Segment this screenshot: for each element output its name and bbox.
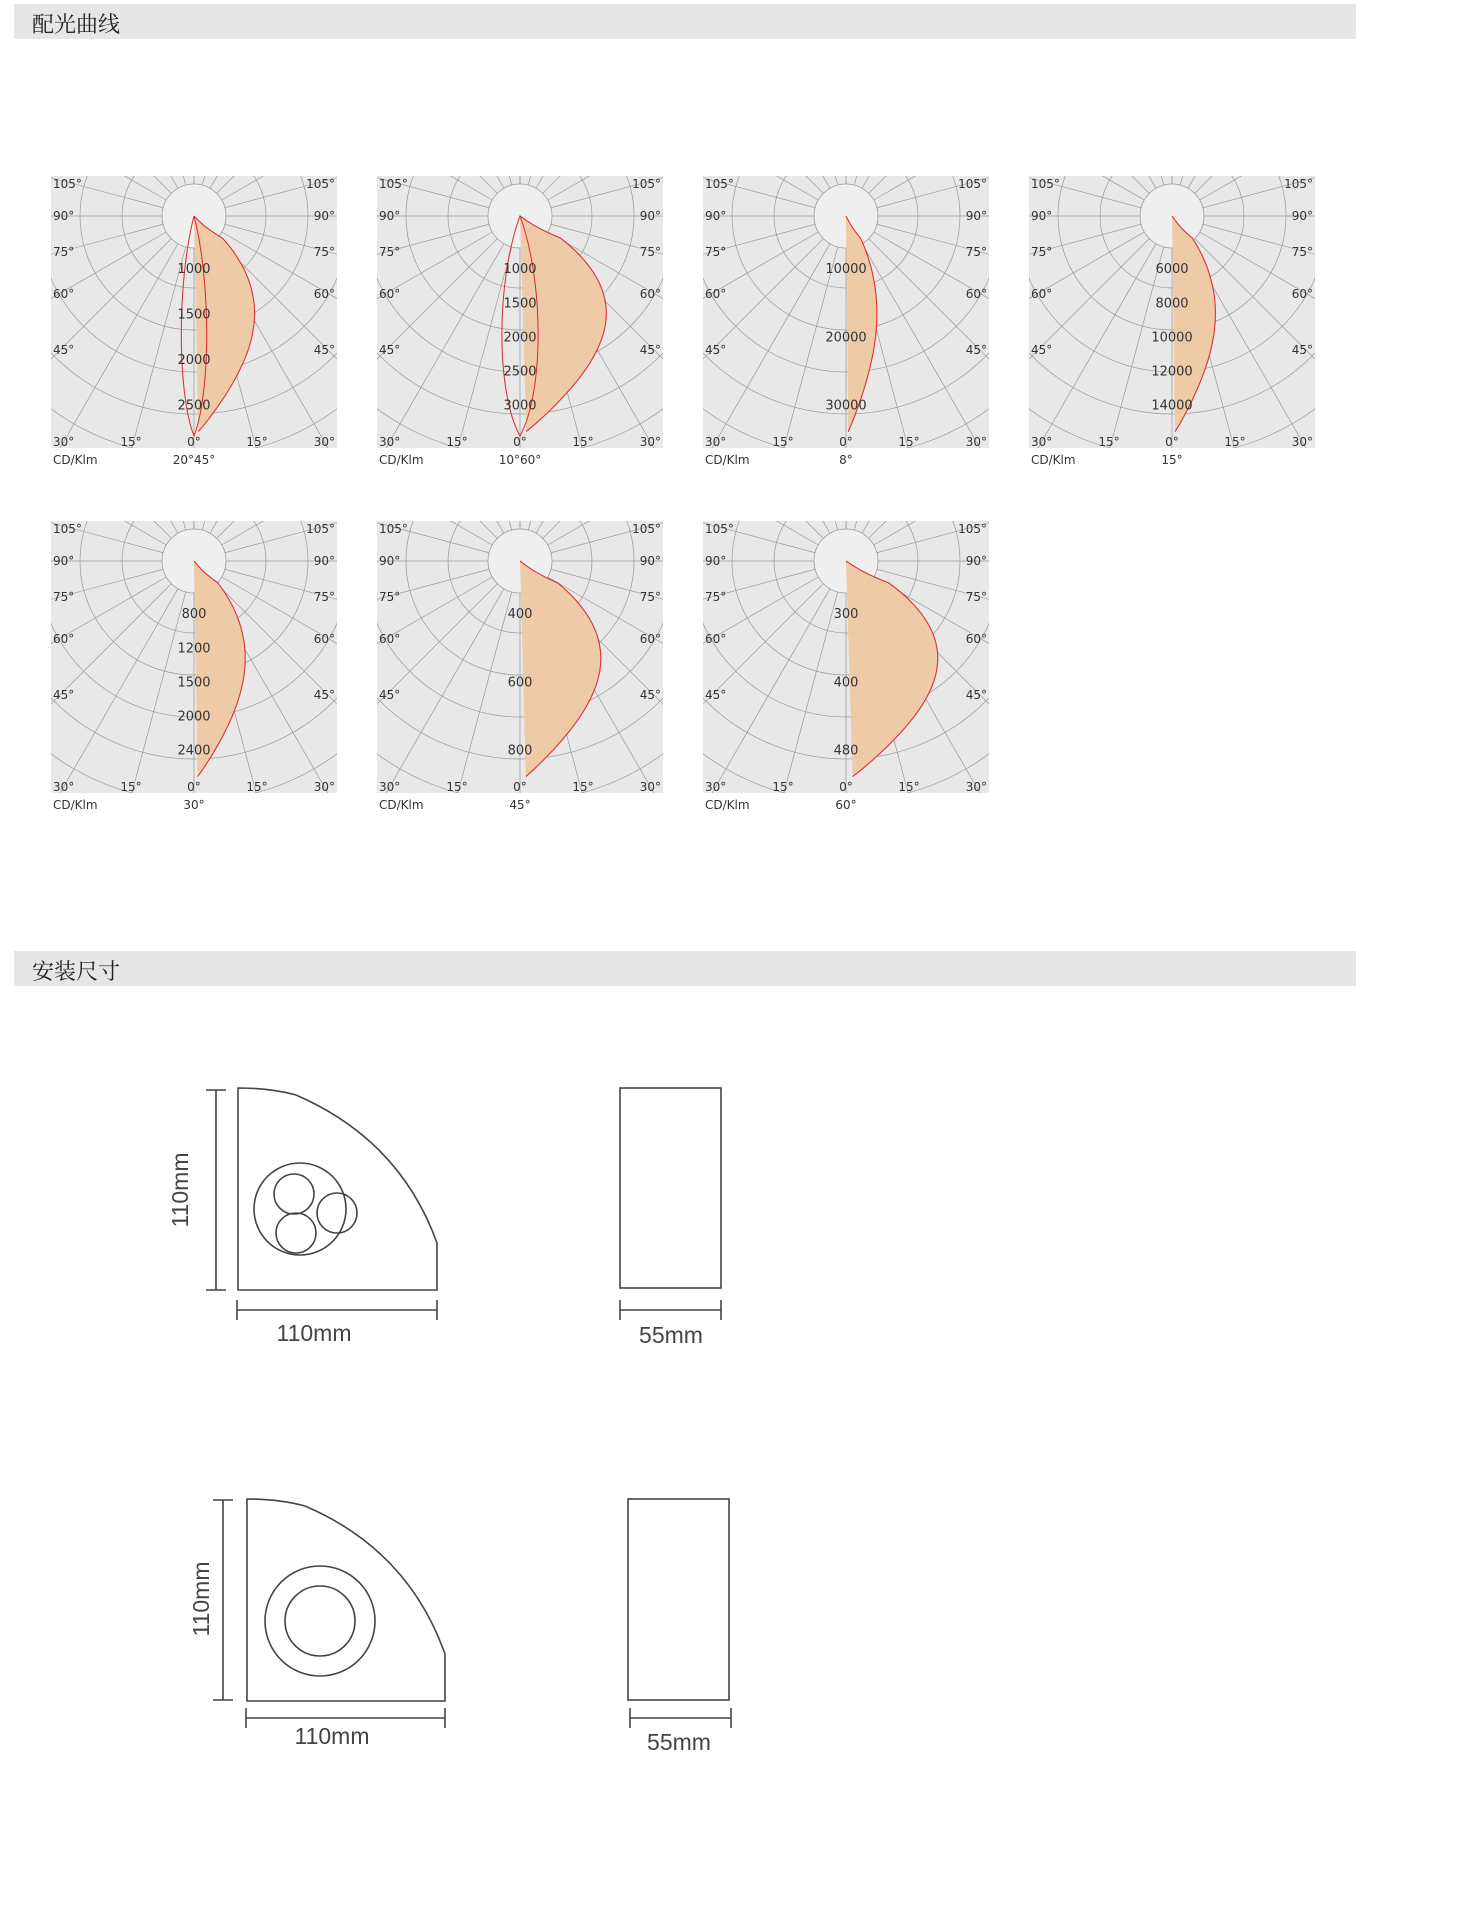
angle-label-bottom: 15° bbox=[446, 780, 468, 794]
angle-label-right: 45° bbox=[965, 688, 987, 702]
polar-chart-svg bbox=[51, 176, 337, 468]
polar-chart-svg bbox=[1029, 176, 1315, 468]
beam-angle-label: 30° bbox=[183, 798, 205, 812]
unit-label: CD/Klm bbox=[705, 798, 750, 812]
angle-label-left: 60° bbox=[379, 287, 401, 301]
intensity-label: 2000 bbox=[503, 330, 537, 346]
angle-label-bottom: 0° bbox=[839, 780, 853, 794]
angle-label-right: 90° bbox=[639, 209, 661, 223]
angle-label-left: 60° bbox=[53, 287, 75, 301]
unit-label: CD/Klm bbox=[379, 453, 424, 467]
section-title: 安装尺寸 bbox=[32, 960, 121, 985]
angle-label-left: 105° bbox=[379, 177, 408, 191]
angle-label-bottom: 15° bbox=[572, 435, 594, 449]
angle-label-right: 75° bbox=[313, 590, 335, 604]
angle-label-left: 60° bbox=[53, 632, 75, 646]
angle-label-left: 45° bbox=[53, 688, 75, 702]
angle-label-left: 75° bbox=[1031, 245, 1053, 259]
angle-label-bottom: 30° bbox=[705, 435, 727, 449]
intensity-label: 2000 bbox=[177, 709, 211, 725]
angle-label-bottom: 30° bbox=[53, 780, 75, 794]
angle-label-bottom: 30° bbox=[53, 435, 75, 449]
height-label: 110mm bbox=[188, 1561, 214, 1637]
intensity-label: 400 bbox=[507, 607, 533, 623]
angle-label-bottom: 15° bbox=[772, 435, 794, 449]
beam-angle-label: 60° bbox=[835, 798, 857, 812]
unit-label: CD/Klm bbox=[705, 453, 750, 467]
led-circle bbox=[285, 1586, 355, 1656]
angle-label-left: 90° bbox=[705, 554, 727, 568]
angle-label-right: 105° bbox=[632, 522, 661, 536]
width-label: 110mm bbox=[294, 1723, 370, 1749]
angle-label-right: 60° bbox=[639, 632, 661, 646]
angle-label-right: 75° bbox=[313, 245, 335, 259]
angle-label-bottom: 15° bbox=[246, 435, 268, 449]
angle-label-right: 90° bbox=[639, 554, 661, 568]
intensity-label: 2000 bbox=[177, 353, 211, 369]
intensity-label: 2500 bbox=[503, 364, 537, 380]
angle-label-right: 90° bbox=[965, 554, 987, 568]
angle-label-right: 105° bbox=[1284, 177, 1313, 191]
angle-label-left: 90° bbox=[379, 554, 401, 568]
unit-label: CD/Klm bbox=[379, 798, 424, 812]
polar-chart-5 bbox=[51, 521, 337, 813]
angle-label-bottom: 0° bbox=[513, 435, 527, 449]
angle-label-left: 75° bbox=[53, 590, 75, 604]
angle-label-bottom: 30° bbox=[1291, 435, 1313, 449]
beam-angle-label: 8° bbox=[839, 453, 853, 467]
polar-chart-svg bbox=[377, 521, 663, 813]
angle-label-left: 90° bbox=[53, 554, 75, 568]
angle-label-left: 45° bbox=[379, 688, 401, 702]
angle-label-bottom: 30° bbox=[965, 780, 987, 794]
angle-label-bottom: 30° bbox=[313, 435, 335, 449]
intensity-label: 1000 bbox=[503, 262, 537, 278]
led-circle bbox=[276, 1213, 316, 1253]
angle-label-left: 45° bbox=[53, 343, 75, 357]
intensity-label: 800 bbox=[181, 607, 207, 623]
angle-label-bottom: 15° bbox=[446, 435, 468, 449]
intensity-label: 10000 bbox=[825, 262, 867, 278]
angle-label-left: 75° bbox=[379, 245, 401, 259]
angle-label-left: 105° bbox=[1031, 177, 1060, 191]
angle-label-right: 105° bbox=[958, 177, 987, 191]
depth-label: 55mm bbox=[647, 1729, 711, 1755]
angle-label-bottom: 30° bbox=[965, 435, 987, 449]
angle-label-left: 105° bbox=[705, 177, 734, 191]
angle-label-right: 45° bbox=[639, 688, 661, 702]
polar-chart-7 bbox=[703, 521, 989, 813]
intensity-label: 400 bbox=[833, 675, 859, 691]
polar-chart-svg bbox=[703, 176, 989, 468]
intensity-label: 8000 bbox=[1155, 296, 1189, 312]
beam-angle-label: 15° bbox=[1161, 453, 1183, 467]
angle-label-left: 45° bbox=[705, 688, 727, 702]
angle-label-bottom: 15° bbox=[1098, 435, 1120, 449]
intensity-label: 12000 bbox=[1151, 364, 1193, 380]
section-header-install-dimensions bbox=[14, 951, 1356, 986]
angle-label-bottom: 15° bbox=[246, 780, 268, 794]
angle-label-left: 105° bbox=[53, 522, 82, 536]
led-circle bbox=[317, 1193, 357, 1233]
angle-label-bottom: 0° bbox=[839, 435, 853, 449]
angle-label-left: 90° bbox=[705, 209, 727, 223]
fixture-front-outline-1 bbox=[238, 1088, 437, 1290]
intensity-label: 300 bbox=[833, 607, 859, 623]
polar-chart-2 bbox=[377, 176, 663, 468]
angle-label-right: 75° bbox=[965, 245, 987, 259]
unit-label: CD/Klm bbox=[53, 798, 98, 812]
intensity-label: 480 bbox=[833, 743, 859, 759]
angle-label-right: 60° bbox=[313, 632, 335, 646]
angle-label-left: 60° bbox=[705, 632, 727, 646]
angle-label-bottom: 15° bbox=[572, 780, 594, 794]
intensity-label: 30000 bbox=[825, 398, 867, 414]
angle-label-left: 90° bbox=[53, 209, 75, 223]
angle-label-right: 90° bbox=[965, 209, 987, 223]
angle-label-right: 90° bbox=[1291, 209, 1313, 223]
angle-label-left: 60° bbox=[705, 287, 727, 301]
angle-label-left: 75° bbox=[53, 245, 75, 259]
intensity-label: 1500 bbox=[177, 307, 211, 323]
angle-label-bottom: 15° bbox=[1224, 435, 1246, 449]
angle-label-left: 105° bbox=[379, 522, 408, 536]
intensity-label: 600 bbox=[507, 675, 533, 691]
angle-label-right: 105° bbox=[306, 177, 335, 191]
angle-label-left: 90° bbox=[1031, 209, 1053, 223]
intensity-label: 6000 bbox=[1155, 262, 1189, 278]
angle-label-bottom: 0° bbox=[187, 435, 201, 449]
angle-label-right: 45° bbox=[313, 688, 335, 702]
angle-label-bottom: 30° bbox=[705, 780, 727, 794]
section-title: 配光曲线 bbox=[32, 13, 121, 38]
beam-angle-label: 45° bbox=[509, 798, 531, 812]
angle-label-right: 90° bbox=[313, 209, 335, 223]
beam-angle-label: 10°60° bbox=[498, 453, 542, 467]
angle-label-bottom: 15° bbox=[120, 780, 142, 794]
width-label: 110mm bbox=[276, 1320, 352, 1346]
angle-label-right: 60° bbox=[639, 287, 661, 301]
fixture-side-outline-2 bbox=[628, 1499, 729, 1700]
angle-label-right: 75° bbox=[639, 245, 661, 259]
unit-label: CD/Klm bbox=[53, 453, 98, 467]
angle-label-right: 45° bbox=[1291, 343, 1313, 357]
fixture-front-outline-2 bbox=[247, 1499, 445, 1701]
angle-label-right: 60° bbox=[1291, 287, 1313, 301]
angle-label-right: 60° bbox=[965, 287, 987, 301]
angle-label-right: 45° bbox=[965, 343, 987, 357]
depth-label: 55mm bbox=[639, 1322, 703, 1348]
lens-ring bbox=[254, 1163, 346, 1255]
angle-label-left: 105° bbox=[705, 522, 734, 536]
angle-label-left: 75° bbox=[705, 245, 727, 259]
intensity-label: 20000 bbox=[825, 330, 867, 346]
angle-label-bottom: 30° bbox=[639, 435, 661, 449]
angle-label-right: 90° bbox=[313, 554, 335, 568]
angle-label-bottom: 0° bbox=[513, 780, 527, 794]
angle-label-bottom: 0° bbox=[187, 780, 201, 794]
polar-chart-1 bbox=[51, 176, 337, 468]
angle-label-bottom: 30° bbox=[639, 780, 661, 794]
angle-label-right: 75° bbox=[965, 590, 987, 604]
led-circle bbox=[274, 1174, 314, 1214]
angle-label-left: 75° bbox=[705, 590, 727, 604]
intensity-label: 1000 bbox=[177, 262, 211, 278]
section-header-light-distribution bbox=[14, 4, 1356, 39]
angle-label-right: 60° bbox=[313, 287, 335, 301]
polar-chart-svg bbox=[377, 176, 663, 468]
angle-label-right: 45° bbox=[313, 343, 335, 357]
intensity-label: 1200 bbox=[177, 641, 211, 657]
height-label: 110mm bbox=[167, 1152, 193, 1228]
fixture-side-outline-1 bbox=[620, 1088, 721, 1288]
angle-label-right: 105° bbox=[632, 177, 661, 191]
intensity-label: 2500 bbox=[177, 398, 211, 414]
angle-label-bottom: 30° bbox=[313, 780, 335, 794]
intensity-label: 1500 bbox=[177, 675, 211, 691]
unit-label: CD/Klm bbox=[1031, 453, 1076, 467]
angle-label-right: 60° bbox=[965, 632, 987, 646]
polar-chart-3 bbox=[703, 176, 989, 468]
angle-label-right: 45° bbox=[639, 343, 661, 357]
angle-label-bottom: 15° bbox=[898, 780, 920, 794]
polar-chart-4 bbox=[1029, 176, 1315, 468]
lens-ring bbox=[265, 1566, 375, 1676]
polar-chart-svg bbox=[703, 521, 989, 813]
angle-label-left: 60° bbox=[1031, 287, 1053, 301]
angle-label-right: 105° bbox=[958, 522, 987, 536]
angle-label-right: 75° bbox=[1291, 245, 1313, 259]
angle-label-left: 45° bbox=[379, 343, 401, 357]
angle-label-left: 75° bbox=[379, 590, 401, 604]
angle-label-left: 45° bbox=[1031, 343, 1053, 357]
angle-label-bottom: 30° bbox=[379, 435, 401, 449]
intensity-label: 800 bbox=[507, 743, 533, 759]
angle-label-bottom: 0° bbox=[1165, 435, 1179, 449]
intensity-label: 10000 bbox=[1151, 330, 1193, 346]
angle-label-left: 105° bbox=[53, 177, 82, 191]
beam-angle-label: 20°45° bbox=[172, 453, 216, 467]
angle-label-bottom: 30° bbox=[1031, 435, 1053, 449]
angle-label-left: 90° bbox=[379, 209, 401, 223]
intensity-label: 2400 bbox=[177, 743, 211, 759]
intensity-label: 3000 bbox=[503, 398, 537, 414]
intensity-label: 1500 bbox=[503, 296, 537, 312]
intensity-label: 14000 bbox=[1151, 398, 1193, 414]
angle-label-left: 60° bbox=[379, 632, 401, 646]
polar-chart-svg bbox=[51, 521, 337, 813]
angle-label-bottom: 15° bbox=[120, 435, 142, 449]
angle-label-right: 105° bbox=[306, 522, 335, 536]
angle-label-left: 45° bbox=[705, 343, 727, 357]
angle-label-bottom: 15° bbox=[898, 435, 920, 449]
angle-label-right: 75° bbox=[639, 590, 661, 604]
angle-label-bottom: 30° bbox=[379, 780, 401, 794]
polar-chart-6 bbox=[377, 521, 663, 813]
angle-label-bottom: 15° bbox=[772, 780, 794, 794]
